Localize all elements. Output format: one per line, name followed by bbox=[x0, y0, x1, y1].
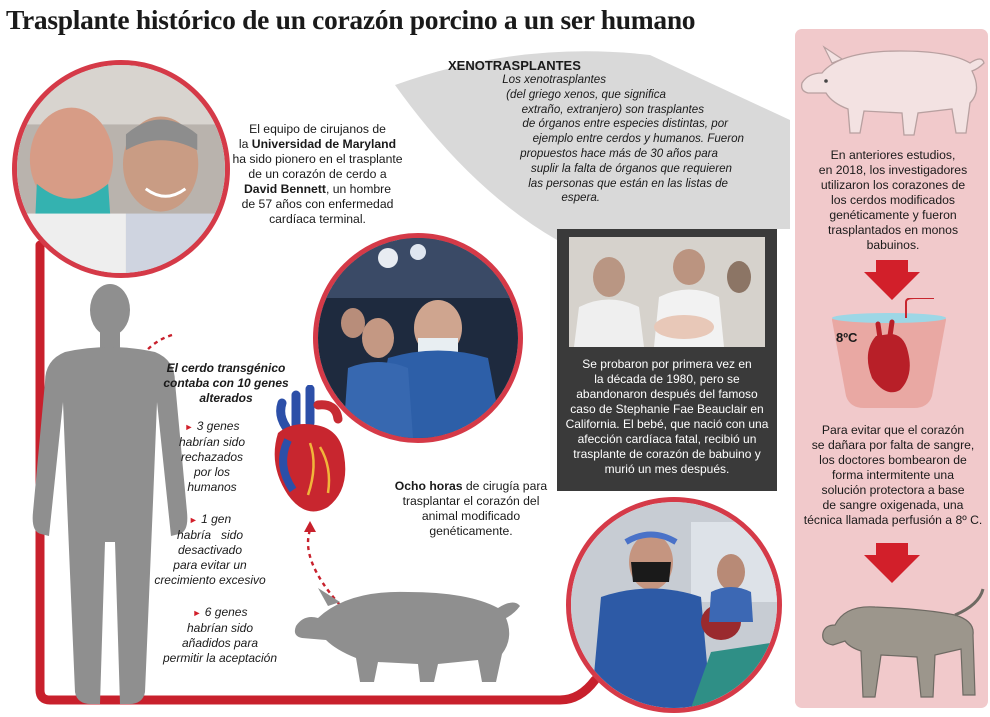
intro-line: El equipo de cirujanos de bbox=[249, 122, 386, 136]
gene-group-2: ► 1 gen habría sido desactivado para evitar un crecimiento excesivo bbox=[154, 512, 266, 587]
intro-line: de un corazón de cerdo a bbox=[248, 167, 387, 181]
pig-drawing-icon bbox=[800, 33, 985, 143]
xeno-section bbox=[430, 58, 770, 206]
patient-name: David Bennett bbox=[244, 182, 326, 196]
genes-heading: contaba con 10 genes bbox=[163, 376, 289, 390]
genes-heading: alterados bbox=[199, 391, 253, 405]
surgery-text: Ocho horas de cirugía para trasplantar el corazón del animal modificado genéticamente. bbox=[394, 479, 548, 538]
history-photo bbox=[569, 237, 765, 347]
intro-line: David Bennett, un hombre bbox=[244, 182, 391, 196]
intro-line: de 57 años con enfermedad bbox=[241, 197, 394, 211]
intro-line: ha sido pionero en el trasplante bbox=[232, 152, 403, 166]
surgeon-heart-image bbox=[571, 502, 777, 708]
heart-icon bbox=[258, 385, 353, 525]
intro-text bbox=[230, 122, 405, 227]
pig-silhouette-icon bbox=[288, 578, 528, 688]
temperature-label: 8ºC bbox=[836, 330, 858, 345]
history-card bbox=[557, 229, 777, 491]
perfusion-container-icon bbox=[828, 298, 950, 410]
baboon-drawing-icon bbox=[815, 585, 985, 705]
down-arrow-icon bbox=[862, 260, 922, 300]
photo-surgeon-patient bbox=[12, 60, 230, 278]
history-caption: Se probaron por primera vez en la década de 1980, pero se abandonaron después del famoso caso de Stephanie Fae Beauclair en California. El bebé, que nació con una afección cardíaca fatal, recibió un trasplante de corazón de babuino y murió un mes después. bbox=[565, 357, 769, 476]
university-name: Universidad de Maryland bbox=[251, 137, 397, 151]
photo-surgeon-heart bbox=[566, 497, 782, 713]
surgeon-patient-image bbox=[17, 65, 225, 273]
xeno-text: Los xenotrasplantes (del griego xenos, que significa extraño, extranjero) son trasplantes de órganos entre especies distintas, por ejemplo entre cerdos y humanos. Fueron propuestos hace más de 30 años para suplir la falta de órganos que requieren las personas que están en las listas de espera. bbox=[502, 73, 744, 205]
gene-group-1: ► 3 genes habrían sido rechazados por los humanos bbox=[178, 419, 246, 494]
bullet-arrow-icon: ► bbox=[188, 515, 198, 525]
down-arrow-icon bbox=[862, 543, 922, 583]
xeno-heading: XENOTRASPLANTES bbox=[448, 58, 581, 73]
surgery-duration: Ocho horas bbox=[394, 479, 463, 493]
page-title: Trasplante histórico de un corazón porcino a un ser humano bbox=[6, 4, 696, 35]
intro-line: la Universidad de Maryland bbox=[238, 137, 397, 151]
right-bottom-text: Para evitar que el corazón se dañara por falta de sangre, los doctores bombearon de forma intermitente una solución protectora a base de sangre oxigenada, una técnica llamada perfusión a 8º C. bbox=[803, 423, 983, 527]
right-top-text: En anteriores estudios, en 2018, los investigadores utilizaron los corazones de los cerdos modificados genéticamente y fueron trasplantados en monos babuinos. bbox=[818, 148, 968, 252]
genes-heading: El cerdo transgénico bbox=[166, 361, 286, 375]
intro-line: cardíaca terminal. bbox=[269, 212, 366, 226]
gene-group-3: ► 6 genes habrían sido añadidos para permitir la aceptación bbox=[162, 605, 278, 665]
bullet-arrow-icon: ► bbox=[192, 608, 202, 618]
bullet-arrow-icon: ► bbox=[184, 422, 194, 432]
